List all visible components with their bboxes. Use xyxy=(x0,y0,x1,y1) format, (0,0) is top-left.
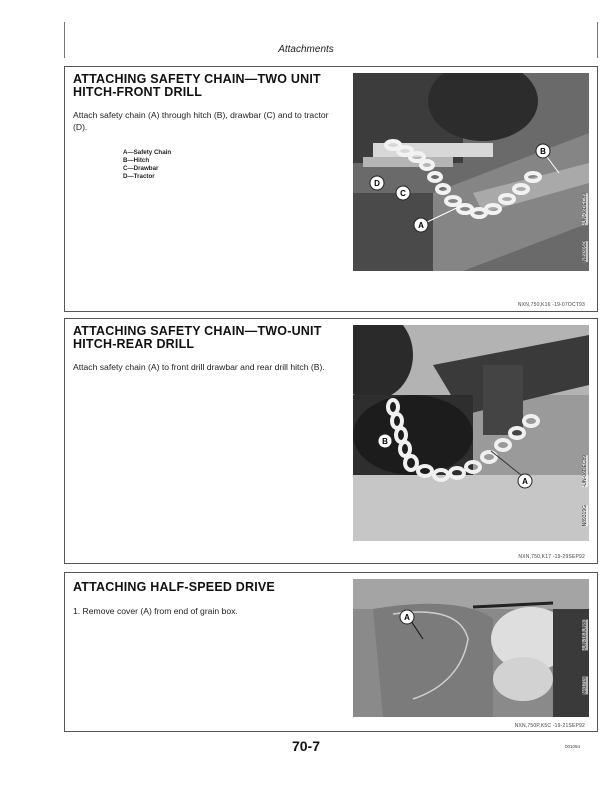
photo-code-upper: -UN-16JUN80 xyxy=(582,619,588,651)
legend-item: D—Tractor xyxy=(123,173,155,180)
section-half-speed-drive xyxy=(64,572,598,732)
section-safety-chain-front xyxy=(64,66,598,312)
callout-c: C xyxy=(400,189,406,198)
section-title: ATTACHING SAFETY CHAIN—TWO-UNIT HITCH-REAR DRILL xyxy=(73,324,322,351)
legend-item: A—Safety Chain xyxy=(123,149,172,156)
legend-item: B—Hitch xyxy=(123,157,150,164)
photo-code-lower: N41719 xyxy=(582,677,588,695)
section-ref-code: NXN,750,K17 -19-29SEP92 xyxy=(518,554,585,560)
legend-item: C—Drawbar xyxy=(123,165,159,172)
parts-legend xyxy=(123,149,171,181)
section-title: ATTACHING HALF-SPEED DRIVE xyxy=(73,580,275,594)
section-instruction: Attach safety chain (A) to front drill drawbar and rear drill hitch (B). xyxy=(73,362,325,372)
photo-code-upper: -UN-06DEC89 xyxy=(582,455,588,488)
callout-a: A xyxy=(418,221,424,230)
callout-b: B xyxy=(382,437,388,446)
callout-a: A xyxy=(404,613,410,622)
photo-code-upper: -UN-06DEC89 xyxy=(582,193,588,226)
section-safety-chain-rear xyxy=(64,318,598,564)
section-ref-code: NXN,750P,K5C -19-21SEP92 xyxy=(514,723,585,729)
callout-a: A xyxy=(522,477,528,486)
callout-b: B xyxy=(540,147,546,156)
section-instruction: Attach safety chain (A) through hitch (B), drawbar (C) and to tractor (D). xyxy=(73,110,329,132)
section-ref-code: NXN,750,K16 -19-07OCT93 xyxy=(517,302,585,308)
page-number: 70-7 xyxy=(291,738,321,754)
section-instruction: 1. Remove cover (A) from end of grain box. xyxy=(73,606,238,616)
photo-hitch-front xyxy=(353,73,589,271)
section-title: ATTACHING SAFETY CHAIN—TWO UNIT HITCH-FRONT DRILL xyxy=(73,72,321,99)
photo-code-lower: N89305D xyxy=(582,241,588,263)
footer-code: 001094 xyxy=(564,744,580,749)
photo-code-lower: N89319G xyxy=(582,505,588,527)
photo-hitch-rear xyxy=(353,325,589,541)
photo-grain-box-cover xyxy=(353,579,589,717)
callout-d: D xyxy=(374,179,380,188)
page-header-title: Attachments xyxy=(278,44,334,55)
